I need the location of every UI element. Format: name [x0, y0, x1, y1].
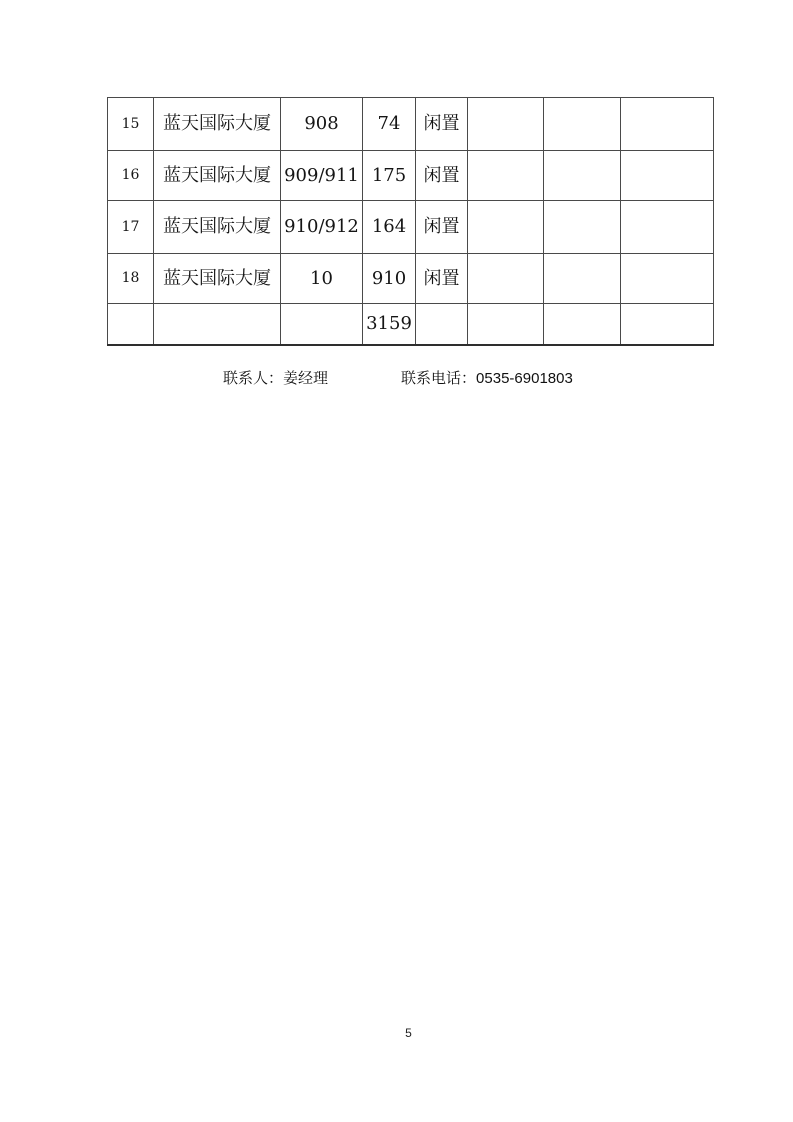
- table-cell-empty: [108, 304, 154, 345]
- contact-line: [223, 367, 573, 388]
- table-cell-empty: [468, 98, 544, 151]
- table-cell-empty: [544, 304, 621, 345]
- table-cell-status: 闲置: [416, 151, 468, 201]
- table-cell-area: 910: [363, 254, 416, 304]
- table-cell-empty: [621, 201, 714, 254]
- table-cell-empty: [544, 98, 621, 151]
- table-total-row: [108, 304, 714, 345]
- table-cell-status: 闲置: [416, 254, 468, 304]
- listing-table: [107, 97, 714, 346]
- table-cell-empty: [621, 98, 714, 151]
- table-cell-empty: [621, 304, 714, 345]
- table-cell-building: 蓝天国际大厦: [154, 254, 281, 304]
- table-cell-empty: [468, 201, 544, 254]
- table-cell-index: 15: [108, 98, 154, 151]
- contact-phone: [401, 370, 573, 387]
- table-cell-room: 909/911: [281, 151, 363, 201]
- page-number: 5: [405, 1026, 412, 1040]
- contact-person-name: 姜经理: [283, 370, 329, 387]
- table-cell-empty: [544, 201, 621, 254]
- table-cell-area: 164: [363, 201, 416, 254]
- table-cell-building: 蓝天国际大厦: [154, 98, 281, 151]
- contact-phone-label: 联系电话：: [401, 370, 477, 387]
- contact-person: [223, 370, 328, 387]
- table-cell-index: 18: [108, 254, 154, 304]
- table-cell-building: 蓝天国际大厦: [154, 151, 281, 201]
- table-cell-index: 16: [108, 151, 154, 201]
- table-cell-empty: [154, 304, 281, 345]
- table-cell-empty: [416, 304, 468, 345]
- table-cell-empty: [468, 254, 544, 304]
- table-row: [108, 254, 714, 304]
- table-row: [108, 201, 714, 254]
- table-cell-empty: [281, 304, 363, 345]
- table-cell-room: 908: [281, 98, 363, 151]
- table-cell-area: 74: [363, 98, 416, 151]
- table-row: [108, 98, 714, 151]
- table-cell-index: 17: [108, 201, 154, 254]
- table-cell-room: 10: [281, 254, 363, 304]
- table-cell-building: 蓝天国际大厦: [154, 201, 281, 254]
- table-cell-empty: [468, 151, 544, 201]
- table-cell-status: 闲置: [416, 98, 468, 151]
- table-cell-empty: [468, 304, 544, 345]
- table-cell-empty: [544, 254, 621, 304]
- table-cell-room: 910/912: [281, 201, 363, 254]
- table-cell-empty: [621, 254, 714, 304]
- table-row: [108, 151, 714, 201]
- contact-person-label: 联系人：: [223, 370, 284, 387]
- contact-phone-number: 0535-6901803: [476, 370, 573, 387]
- table-cell-area: 175: [363, 151, 416, 201]
- table-cell-empty: [544, 151, 621, 201]
- table-cell-status: 闲置: [416, 201, 468, 254]
- table-cell-total-area: 3159: [363, 304, 416, 345]
- table-cell-empty: [621, 151, 714, 201]
